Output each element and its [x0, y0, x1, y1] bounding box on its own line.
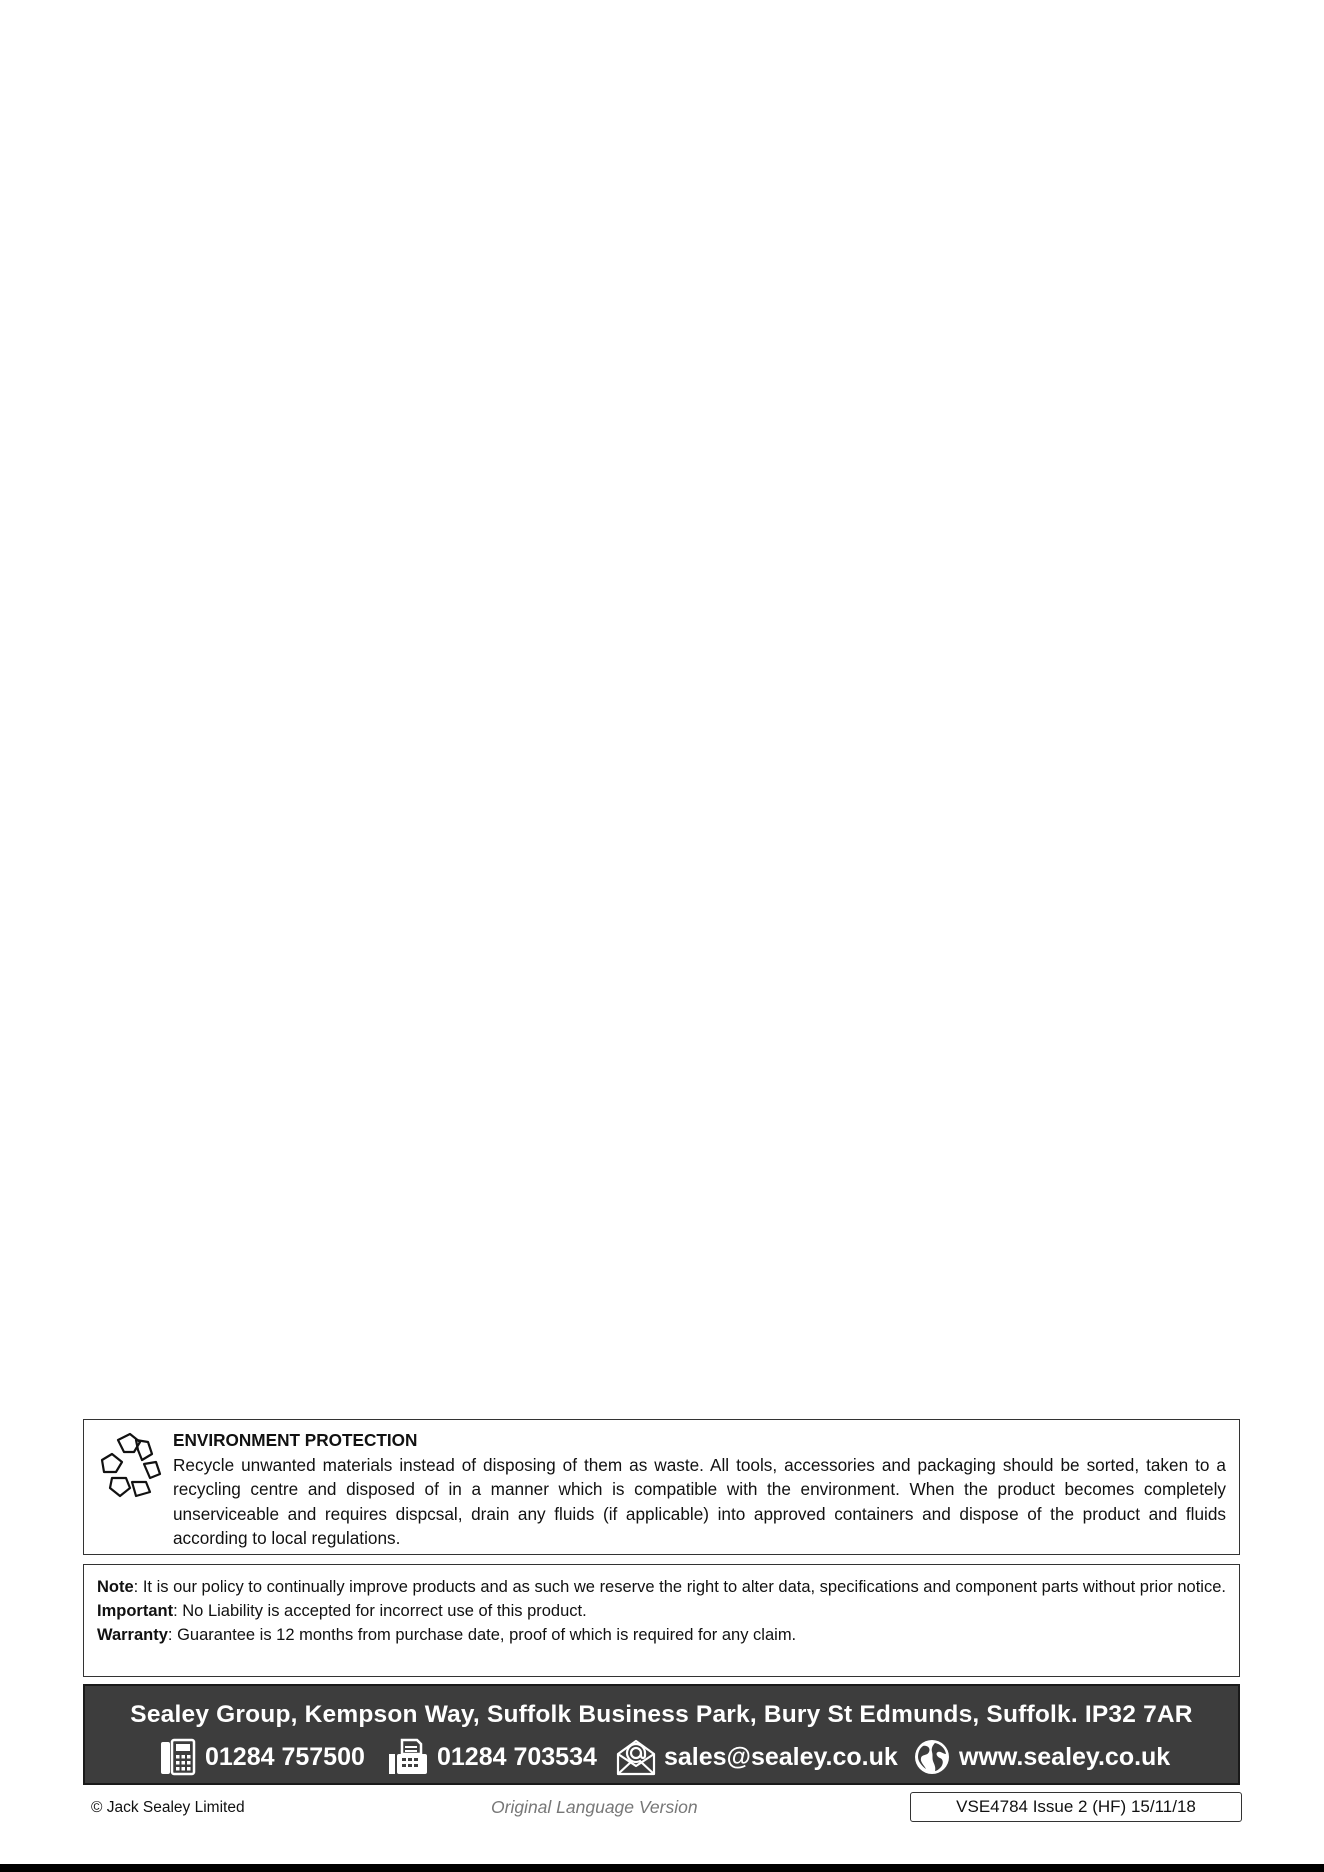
environment-body: Recycle unwanted materials instead of disposing of them as waste. All tools, accessories and packaging should be sorted, taken to a recycling centre and disposed of in a manner which is compatible with the environment. When the product becomes completely unserviceable and requires dispcsal, drain any fluids (if applicable) into approved containers and dispose of the product and fluids according to local regulations.	[173, 1454, 1226, 1548]
environment-title: ENVIRONMENT PROTECTION	[173, 1430, 418, 1450]
bottom-rule	[0, 1864, 1324, 1872]
language-version: Original Language Version	[491, 1797, 698, 1817]
important-paragraph	[97, 1599, 1226, 1623]
fax-contact	[387, 1737, 597, 1777]
email-address: sales@sealey.co.uk	[664, 1742, 898, 1771]
notes-box	[83, 1564, 1240, 1677]
important-text: : No Liability is accepted for incorrect use of this product.	[173, 1602, 587, 1620]
warranty-paragraph	[97, 1623, 1226, 1647]
note-paragraph	[97, 1575, 1226, 1599]
note-text: : It is our policy to continually improve products and as such we reserve the right to alter data, specifications and component parts without prior notice.	[133, 1578, 1226, 1596]
company-address: Sealey Group, Kempson Way, Suffolk Business Park, Bury St Edmunds, Suffolk. IP32 7AR	[130, 1701, 1193, 1728]
fax-number: 01284 703534	[437, 1742, 597, 1771]
web-contact	[913, 1737, 1170, 1777]
important-label: Important	[97, 1602, 174, 1620]
telephone-icon	[159, 1738, 197, 1776]
phone-number: 01284 757500	[205, 1742, 365, 1771]
phone-contact	[159, 1737, 365, 1777]
warranty-label: Warranty	[97, 1626, 168, 1644]
recycle-icon	[96, 1432, 164, 1500]
document-code: VSE4784 Issue 2 (HF) 15/11/18	[910, 1792, 1242, 1822]
email-icon	[616, 1738, 656, 1776]
environment-protection-box	[83, 1419, 1240, 1555]
fax-icon	[387, 1738, 429, 1776]
note-label: Note	[97, 1578, 134, 1596]
contact-bar	[83, 1684, 1240, 1785]
email-contact	[616, 1737, 898, 1777]
website-url: www.sealey.co.uk	[959, 1742, 1171, 1771]
warranty-text: : Guarantee is 12 months from purchase date, proof of which is required for any claim.	[167, 1626, 797, 1644]
contact-details	[85, 1737, 1238, 1777]
copyright: © Jack Sealey Limited	[91, 1799, 245, 1816]
globe-icon	[913, 1738, 951, 1776]
